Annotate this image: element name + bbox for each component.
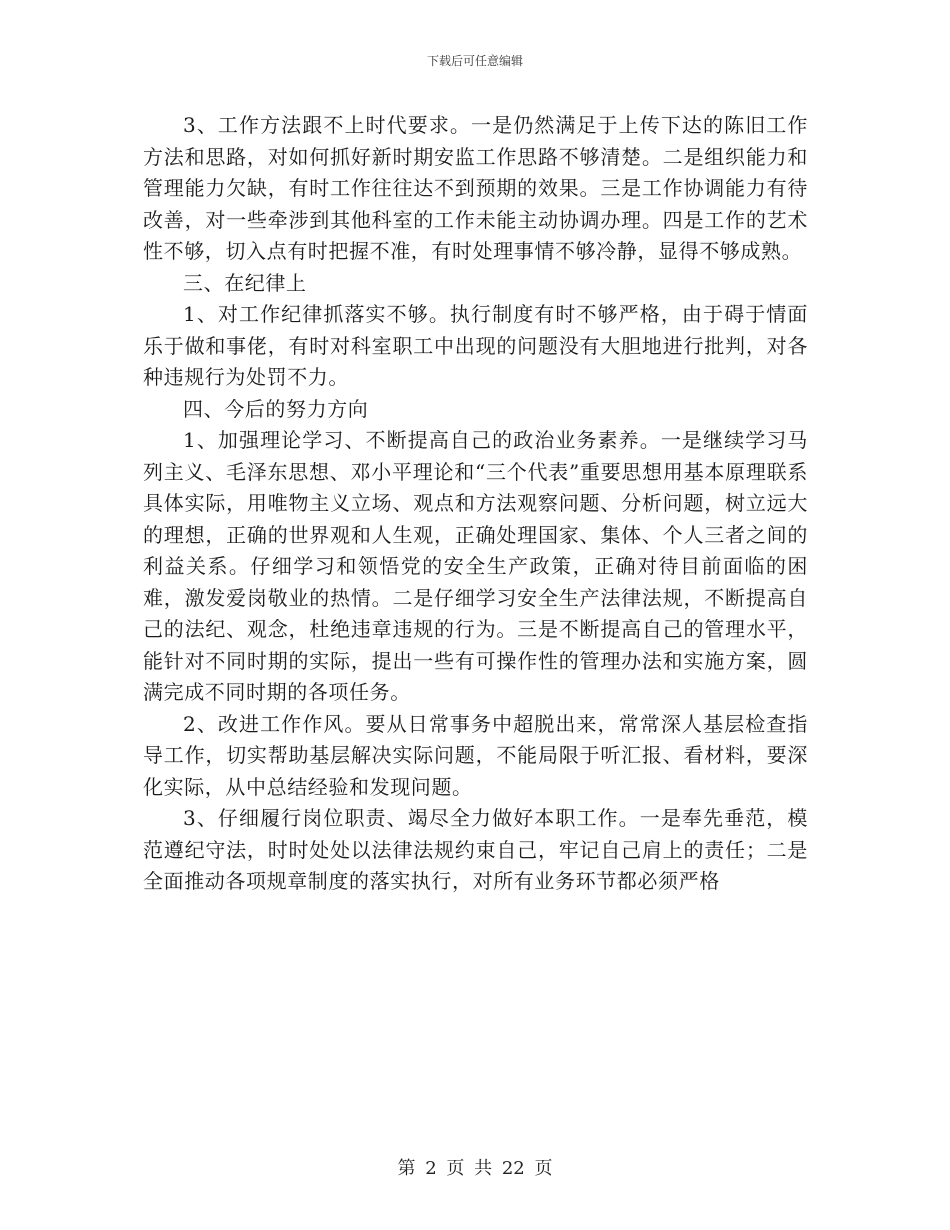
page-number-footer: 第 2 页 共 22 页 [397,1158,553,1179]
page-header-note: 下载后可任意编辑 [426,54,523,68]
paragraph-work-style: 2、改进工作作风。要从日常事务中超脱出来，常常深人基层检查指导工作，切实帮助基层解决实际问题，不能局限于听汇报、看材料，要深化实际，从中总结经验和发现问题。 [143,711,808,799]
paragraph-theory-study: 1、加强理论学习、不断提高自己的政治业务素养。一是继续学习马列主义、毛泽东思想、邓小平理论和“三个代表”重要思想用基本原理联系具体实际，用唯物主义立场、观点和方法观察问题、分析问题，树立远大的理想，正确的世界观和人生观，正确处理国家、集体、个人三者之间的利益关系。仔细学习和领悟党的安全生产政策，正确对待目前面临的困难，激发爱岗敬业的热情。二是仔细学习安全生产法律法规，不断提高自己的法纪、观念，杜绝违章违规的行为。三是不断提高自己的管理水平，能针对不同时期的实际，提出一些有可操作性的管理办法和实施方案，圆满完成不同时期的各项任务。 [143,428,808,704]
section-heading-discipline: 三、在纪律上 [183,270,307,295]
paragraph-work-discipline: 1、对工作纪律抓落实不够。执行制度有时不够严格，由于碍于情面乐于做和事佬，有时对科室职工中出现的问题没有大胆地进行批判，对各种违规行为处罚不力。 [143,302,808,389]
paragraph-work-method: 3、工作方法跟不上时代要求。一是仍然满足于上传下达的陈旧工作方法和思路，对如何抓好新时期安监工作思路不够清楚。二是组织能力和管理能力欠缺，有时工作往往达不到预期的效果。三是工作协调能力有待改善，对一些牵涉到其他科室的工作未能主动协调办理。四是工作的艺术性不够，切入点有时把握不准，有时处理事情不够冷静，显得不够成熟。 [143,113,808,263]
section-heading-future-direction: 四、今后的努力方向 [183,396,369,421]
paragraph-job-duties: 3、仔细履行岗位职责、竭尽全力做好本职工作。一是奉先垂范，模范遵纪守法，时时处处以法律法规约束自己，牢记自己肩上的责任；二是全面推动各项规章制度的落实执行，对所有业务环节都必须严格 [143,806,808,893]
document-body [143,110,808,898]
